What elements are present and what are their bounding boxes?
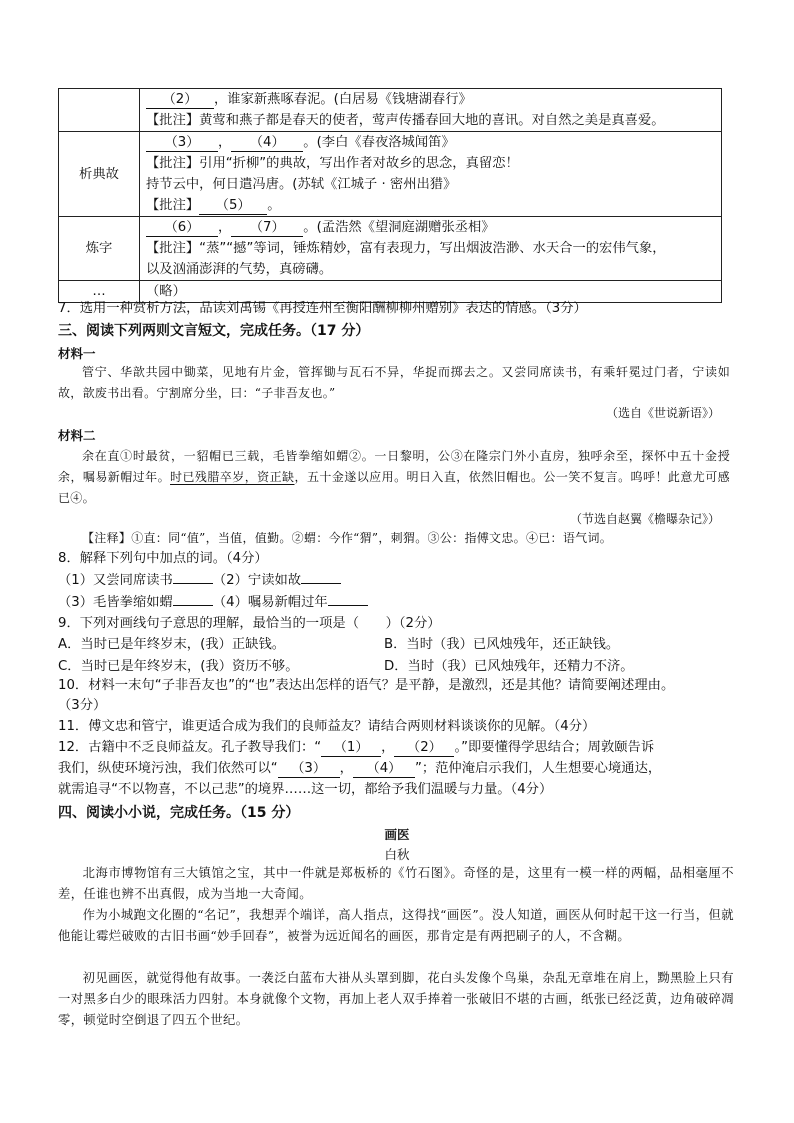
- table-content-cell: [140, 89, 722, 132]
- answer-blank[interactable]: [301, 571, 341, 584]
- verse-text: ，谁家新燕啄春泥。(白居易《钱塘湖春行》: [214, 92, 472, 107]
- table-line: [146, 132, 715, 153]
- annotation-line: [146, 195, 715, 216]
- question-12-line: 12．古籍中不乏良师益友。孔子教导我们：“ （1） ， （2） 。”即要懂得学思结合；周敦颐告诉: [58, 740, 655, 755]
- material-1-text: 管宁、华歆共园中锄菜，见地有片金，管挥锄与瓦石不异，华捉而掷去之。又尝同席读书，有乘轩冕过门者，宁读如故，歆废书出看。宁割席分坐，曰：“子非吾友也。”: [58, 365, 730, 400]
- question-12-line: 就需追寻“不以物喜，不以己悲”的境界……这一切，都给予我们温暖与力量。（4分）: [58, 782, 553, 797]
- annotation-label: 【批注】: [146, 198, 200, 213]
- section-4-heading: 四、阅读小小说，完成任务。（15 分）: [58, 805, 300, 821]
- q12-text: 。”即要懂得学思结合；周敦颐告诉: [454, 740, 655, 755]
- appreciation-table: [58, 88, 722, 303]
- material-2-text-part: ，五十金遂以应用。明日入直，依然旧帽也。公一笑不复言。呜呼！此意尤可感已④。: [58, 470, 730, 505]
- story-paragraph-2: 作为小城跑文化圈的“名记”，我想弄个端详，高人指点，这得找“画医”。没人知道，画医从何时起干这一行当，但就他能让霉烂破败的古旧书画“妙手回春”，被誉为远近闻名的画医，那肯定是有两把刷子的人，不含糊。: [58, 908, 734, 943]
- q12-text: ”；范仲淹启示我们，人生想要心境通达，: [414, 761, 662, 776]
- q12-text: 12．古籍中不乏良师益友。孔子教导我们：“: [58, 740, 322, 755]
- table-content-cell: （略）: [140, 281, 722, 303]
- table-row: [59, 132, 722, 217]
- verse-text: 。(李白《春夜洛城闻笛》: [303, 135, 455, 150]
- material-1-label: 材料一: [58, 346, 96, 361]
- story-author: 白秋: [384, 847, 410, 862]
- option-c[interactable]: C．当时已是年终岁末，(我）资历不够。: [58, 659, 299, 674]
- table-category-cell: 炼字: [59, 217, 140, 281]
- story-title: 画医: [384, 827, 410, 842]
- material-2-text-part: 余在直①时最贫，一貂帽已三载，毛皆拳缩如蝟②。一日黎明，公③在隆宗门外小直房，独呼余至，探怀中五十金授余，嘱易新帽过年。: [58, 449, 730, 484]
- answer-blank[interactable]: （4）: [231, 134, 303, 152]
- answer-blank[interactable]: （1）: [321, 739, 381, 757]
- separator: ，: [218, 135, 232, 150]
- verse-line: 持节云中，何日遣冯唐。(苏轼《江城子 · 密州出猎》: [146, 177, 457, 192]
- annotation-line: 以及汹涌澎湃的气势，真磅礴。: [146, 262, 333, 277]
- question-7: 7．选用一种赏析方法，品读刘禹锡《再授连州至衡阳酬柳柳州赠别》表达的情感。（3分）: [58, 301, 587, 316]
- question-8-row: [58, 571, 738, 591]
- annotation-line: 【批注】引用“折柳”的典故，写出作者对故乡的思念，真留恋！: [146, 156, 519, 171]
- story-paragraph-1: 北海市博物馆有三大镇馆之宝，其中一件就是郑板桥的《竹石图》。奇怪的是，这里有一模一样的两幅，品相毫厘不差，任谁也辨不出真假，成为当地一大奇闻。: [58, 866, 734, 901]
- answer-blank[interactable]: （3）: [278, 760, 340, 778]
- underlined-sentence: 时已残腊卒岁，资正缺: [170, 470, 295, 484]
- material-1-source: （选自《世说新语》）: [605, 406, 720, 420]
- q8-item: （1）又尝同席读书: [58, 573, 173, 588]
- q12-text: 我们，纵使环境污浊，我们依然可以“: [58, 761, 278, 776]
- material-2-note: 【注释】①直：同“值”，当值，值勤。②蝟：今作“猬”，刺猬。③公：指傅文忠。④已：语气词。: [82, 531, 613, 545]
- story-paragraph-3: 初见画医，就觉得他有故事。一袭泛白蓝布大褂从头罩到脚，花白头发像个鸟巢，杂乱无章堆在肩上，黝黑脸上只有一对黑多白少的眼珠活力四射。本身就像个文物，再加上老人双手捧着一张破旧不堪的古画，纸张已经泛黄，边角破碎凋零，顿觉时空倒退了四五个世纪。: [58, 971, 734, 1027]
- question-8-title: 8．解释下列句中加点的词。（4分）: [58, 551, 268, 566]
- answer-blank[interactable]: （2）: [394, 739, 454, 757]
- table-category-cell: …: [59, 281, 140, 303]
- answer-blank[interactable]: [173, 593, 213, 606]
- answer-blank[interactable]: （7）: [231, 219, 303, 237]
- answer-blank[interactable]: [173, 571, 213, 584]
- table-category-cell: [59, 89, 140, 132]
- material-2-source: （节选自赵翼《檐曝杂记》）: [569, 512, 720, 526]
- answer-blank[interactable]: （5）: [199, 197, 267, 215]
- question-8-row: [58, 593, 738, 613]
- answer-blank[interactable]: [328, 593, 368, 606]
- material-2-label: 材料二: [58, 428, 96, 443]
- annotation-line: 【批注】黄莺和燕子都是春天的使者，莺声传播春回大地的喜讯。对自然之美是真喜爱。: [146, 113, 665, 128]
- table-category-cell: 析典故: [59, 132, 140, 217]
- table-line: [146, 217, 715, 238]
- verse-text: 。(孟浩然《望洞庭湖赠张丞相》: [303, 220, 495, 235]
- question-10: 10．材料一末句“子非吾友也”的“也”表达出怎样的语气？是平静，是激烈，还是其他？请简要阐述理由。: [58, 678, 675, 693]
- punctuation: 。: [267, 198, 281, 213]
- separator: ，: [218, 220, 232, 235]
- answer-blank[interactable]: （3）: [146, 134, 218, 152]
- material-2-text: [58, 446, 730, 509]
- option-b[interactable]: B．当时（我）已风烛残年，还正缺钱。: [384, 637, 620, 652]
- answer-blank[interactable]: （6）: [146, 219, 218, 237]
- question-11: 11．傅文忠和管宁，谁更适合成为我们的良师益友？请结合两则材料谈谈你的见解。（4分）: [58, 719, 596, 734]
- question-9-options: [58, 634, 738, 678]
- question-9-title: 9．下列对画线句子意思的理解，最恰当的一项是（ ）（2分）: [58, 616, 441, 631]
- table-content-cell: [140, 217, 722, 281]
- option-a[interactable]: A．当时已是年终岁末，(我）正缺钱。: [58, 637, 286, 652]
- table-content-cell: [140, 132, 722, 217]
- q8-item: （2）宁读如故: [212, 573, 302, 588]
- question-12-line: 我们，纵使环境污浊，我们依然可以“ （3） ， （4） ”；范仲淹启示我们，人生想要心境通达，: [58, 761, 662, 776]
- question-10-points: （3分）: [58, 698, 107, 713]
- table-row: [59, 89, 722, 132]
- q8-item: （4）嘱易新帽过年: [212, 595, 328, 610]
- option-d[interactable]: D．当时（我）已风烛残年，还精力不济。: [384, 659, 634, 674]
- answer-blank[interactable]: （4）: [353, 760, 415, 778]
- annotation-line: 【批注】“蒸”“撼”等词，锤炼精妙，富有表现力，写出烟波浩渺、水天合一的宏伟气象，: [146, 241, 666, 256]
- answer-blank[interactable]: （2）: [146, 91, 214, 109]
- table-row: [59, 217, 722, 281]
- table-line: [146, 89, 715, 110]
- section-3-heading: 三、阅读下列两则文言短文，完成任务。（17 分）: [58, 323, 370, 339]
- q8-item: （3）毛皆拳缩如蝟: [58, 595, 173, 610]
